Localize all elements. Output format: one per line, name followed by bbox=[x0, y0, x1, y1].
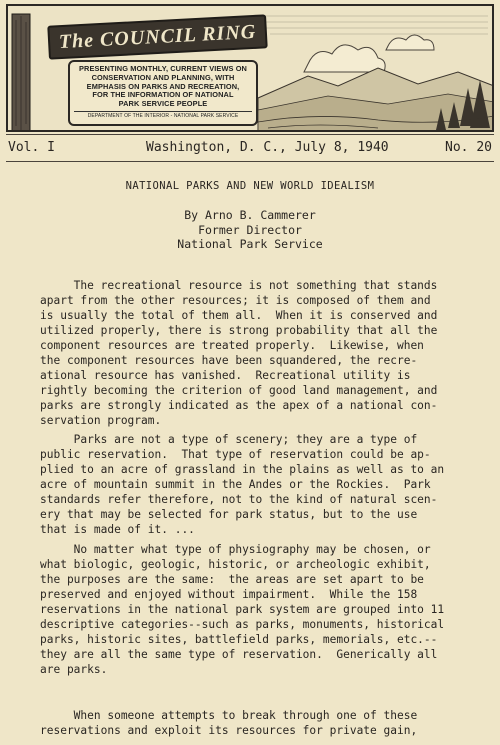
sign-line: EMPHASIS ON PARKS AND RECREATION, bbox=[86, 81, 240, 91]
masthead bbox=[6, 4, 494, 132]
article-title: NATIONAL PARKS AND NEW WORLD IDEALISM bbox=[125, 180, 375, 192]
text-line: utilized properly, there is strong probability that all the bbox=[40, 324, 438, 337]
text-line: parks, historic sites, battlefield parks, memorials, etc.-- bbox=[40, 633, 438, 646]
department-line: DEPARTMENT OF THE INTERIOR - NATIONAL PARK SERVICE bbox=[74, 111, 252, 119]
text-line: The recreational resource is not something that stands bbox=[40, 279, 438, 292]
text-line: reservations in the national park system are grouped into 11 bbox=[40, 603, 445, 616]
text-line: acre of mountain summit in the Andes or the Rockies. Park bbox=[40, 478, 431, 491]
byline-organization: National Park Service bbox=[177, 237, 323, 252]
dateline bbox=[4, 139, 496, 157]
text-line: rightly becoming the criterion of good land management, and bbox=[40, 384, 438, 397]
byline-role: Former Director bbox=[198, 222, 302, 237]
bottom-rule bbox=[6, 161, 494, 162]
text-line: the component resources have been squandered, the recre- bbox=[40, 354, 418, 367]
text-line: servation program. bbox=[40, 414, 162, 427]
place-date: Washington, D. C., July 8, 1940 bbox=[146, 140, 389, 155]
text-line: Parks are not a type of scenery; they are a type of bbox=[40, 433, 418, 446]
paragraph-4 bbox=[40, 708, 460, 738]
text-line: that is made of it. ... bbox=[40, 523, 195, 536]
text-line: descriptive categories--such as parks, monuments, historical bbox=[40, 618, 445, 631]
text-line: they are all the same type of reservation. Generically all bbox=[40, 648, 438, 661]
masthead-logo: The COUNCIL RING bbox=[47, 14, 267, 59]
text-line: apart from the other resources; it is composed of them and bbox=[40, 294, 431, 307]
issue-number: No. 20 bbox=[445, 140, 492, 155]
text-line: standards refer therefore, not to the kind of natural scen- bbox=[40, 493, 438, 506]
text-line: ery that may be selected for park status, but to the use bbox=[40, 508, 418, 521]
text-line: ational resource has vanished. Recreational utility is bbox=[40, 369, 411, 382]
masthead-sign bbox=[68, 60, 258, 126]
text-line: reservations and exploit its resources for private gain, bbox=[40, 724, 418, 737]
sign-line: FOR THE INFORMATION OF NATIONAL bbox=[92, 90, 234, 100]
text-line: plied to an acre of grassland in the plains as well as to an bbox=[40, 463, 445, 476]
text-line: parks are strongly indicated as the apex of a national con- bbox=[40, 399, 438, 412]
paragraph-1 bbox=[40, 278, 460, 428]
text-line: the purposes are the same: the areas are set apart to be bbox=[40, 573, 424, 586]
byline-author: By Arno B. Cammerer bbox=[184, 208, 316, 222]
text-line: preserved and enjoyed without impairment. While the 158 bbox=[40, 588, 418, 601]
text-line: what biologic, geologic, historic, or archeologic exhibit, bbox=[40, 558, 431, 571]
paragraph-3 bbox=[40, 542, 460, 677]
top-rule bbox=[6, 134, 494, 135]
text-line: are parks. bbox=[40, 663, 108, 676]
text-line: is usually the total of them all. When it is conserved and bbox=[40, 309, 438, 322]
text-line: public reservation. That type of reservation could be ap- bbox=[40, 448, 431, 461]
volume-label: Vol. I bbox=[8, 140, 55, 155]
text-line: When someone attempts to break through one of these bbox=[40, 709, 418, 722]
sign-line: CONSERVATION AND PLANNING, WITH bbox=[91, 72, 235, 82]
text-line: No matter what type of physiography may be chosen, or bbox=[40, 543, 431, 556]
article-byline bbox=[0, 208, 500, 252]
sign-line: PARK SERVICE PEOPLE bbox=[118, 99, 208, 109]
text-line: component resources are treated properly. Likewise, when bbox=[40, 339, 424, 352]
sign-line: PRESENTING MONTHLY, CURRENT VIEWS ON bbox=[79, 64, 247, 73]
paragraph-2 bbox=[40, 432, 460, 537]
